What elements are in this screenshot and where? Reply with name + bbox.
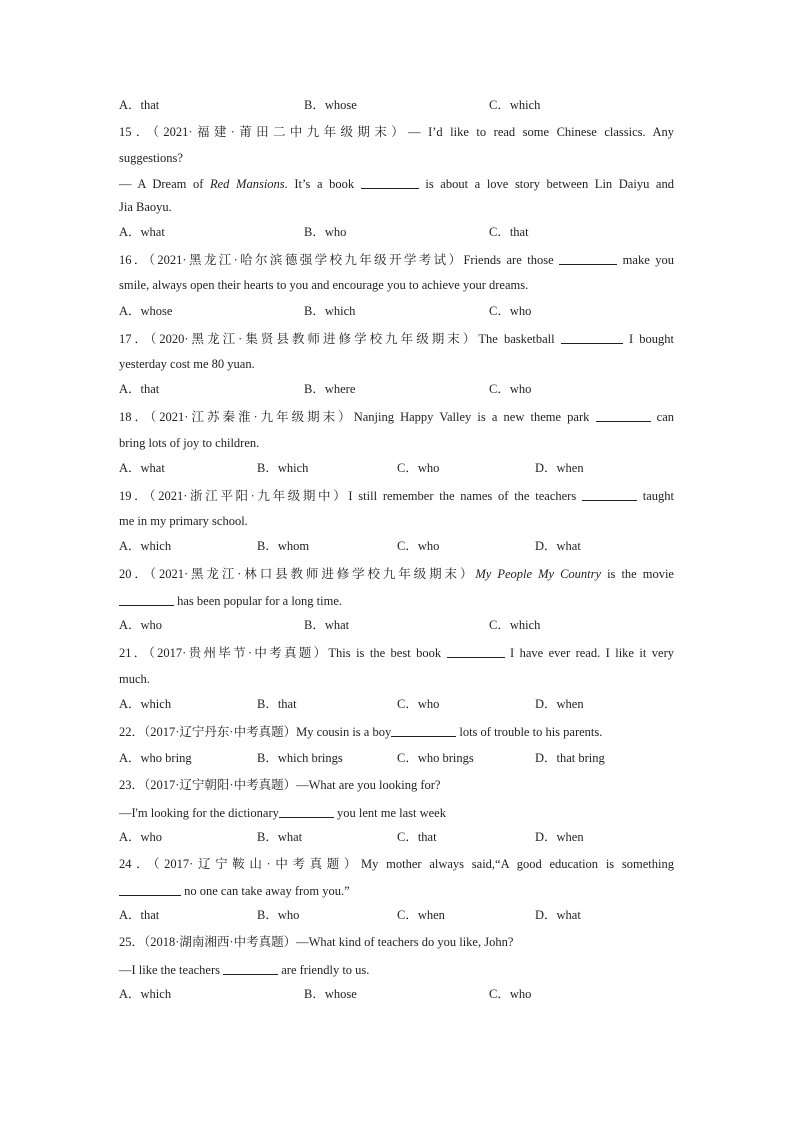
option: C．who: [489, 304, 532, 318]
option: B．who: [304, 225, 347, 239]
option: A．which: [119, 539, 172, 553]
question-22-stem: 22．（2017·辽宁丹东·中考真题）My cousin is a boy lots of trouble to his parents.: [119, 725, 603, 739]
option: B．which: [257, 461, 309, 475]
answer-blank: [391, 725, 456, 737]
option: A．which: [119, 697, 172, 711]
answer-blank: [279, 806, 334, 818]
question-24-stem-cont: no one can take away from you.”: [119, 884, 350, 898]
question-17-stem-cont: yesterday cost me 80 yuan.: [119, 357, 255, 371]
question-24-stem: 24．（2017·辽宁鞍山·中考真题）My mother always said,“A good education is something: [119, 857, 674, 871]
option: A．what: [119, 225, 165, 239]
question-20-stem-cont: has been popular for a long time.: [119, 594, 342, 608]
option: B．which: [304, 304, 356, 318]
option: C．who: [489, 987, 532, 1001]
option: C．when: [397, 908, 445, 922]
option: A．what: [119, 461, 165, 475]
answer-blank: [582, 489, 637, 501]
option: B．which brings: [257, 751, 343, 765]
answer-blank: [361, 177, 419, 189]
question-16-stem-cont: smile, always open their hearts to you and encourage you to achieve your dreams.: [119, 278, 529, 292]
option: C．who brings: [397, 751, 474, 765]
option: C．which: [489, 618, 541, 632]
option: A．who: [119, 618, 163, 632]
option: D．when: [535, 461, 584, 475]
question-25-stem: 25．（2018·湖南湘西·中考真题）—What kind of teachers do you like, John?: [119, 935, 514, 949]
option: A．whose: [119, 304, 173, 318]
answer-blank: [561, 332, 623, 344]
answer-blank: [119, 884, 181, 896]
answer-blank: [447, 646, 505, 658]
question-15-stem-cont: suggestions?: [119, 151, 183, 165]
question-15-stem: 15．（2021·福建·莆田二中九年级期末）— I’d like to read some Chinese classics. Any: [119, 125, 675, 139]
question-23-stem-cont: —I'm looking for the dictionary you lent me last week: [119, 806, 446, 820]
question-15-answer-cont: Jia Baoyu.: [119, 200, 172, 214]
answer-blank: [596, 410, 651, 422]
option: D．when: [535, 830, 584, 844]
option: D．what: [535, 539, 581, 553]
option: C．that: [489, 225, 529, 239]
question-21-stem: 21．（2017·贵州毕节·中考真题）This is the best book I have ever read. I like it very: [119, 646, 675, 660]
option: A．that: [119, 382, 160, 396]
question-21-stem-cont: much.: [119, 672, 150, 686]
option: B．whose: [304, 987, 357, 1001]
option: B．whose: [304, 98, 357, 112]
option: D．that bring: [535, 751, 605, 765]
option: C．who: [397, 539, 440, 553]
option: C．who: [397, 697, 440, 711]
answer-blank: [559, 253, 617, 265]
question-18-stem: 18．（2021·江苏秦淮·九年级期末）Nanjing Happy Valley is a new theme park can: [119, 410, 674, 424]
question-19-stem-cont: me in my primary school.: [119, 514, 248, 528]
question-16-stem: 16．（2021·黑龙江·哈尔滨德强学校九年级开学考试）Friends are those make you: [119, 253, 674, 267]
option: A．who bring: [119, 751, 192, 765]
option: A．that: [119, 98, 160, 112]
answer-blank: [223, 963, 278, 975]
question-25-stem-cont: —I like the teachers are friendly to us.: [119, 963, 370, 977]
answer-blank: [119, 594, 174, 606]
option: C．that: [397, 830, 437, 844]
option: A．that: [119, 908, 160, 922]
question-20-stem: 20．（2021·黑龙江·林口县教师进修学校九年级期末）My People My Country is the movie: [119, 567, 674, 581]
option: C．which: [489, 98, 541, 112]
option: B．whom: [257, 539, 310, 553]
option: B．what: [304, 618, 350, 632]
option: D．what: [535, 908, 581, 922]
option: B．what: [257, 830, 303, 844]
option: A．who: [119, 830, 163, 844]
question-17-stem: 17．（2020·黑龙江·集贤县教师进修学校九年级期末）The basketball I bought: [119, 332, 674, 346]
question-15-answer-line: — A Dream of Red Mansions. It’s a book is about a love story between Lin Daiyu and: [119, 177, 674, 191]
option: D．when: [535, 697, 584, 711]
option: C．who: [489, 382, 532, 396]
option: B．where: [304, 382, 356, 396]
question-19-stem: 19．（2021·浙江平阳·九年级期中）I still remember the names of the teachers taught: [119, 489, 674, 503]
question-23-stem: 23．（2017·辽宁朝阳·中考真题）—What are you looking for?: [119, 778, 441, 792]
option: B．that: [257, 697, 297, 711]
question-18-stem-cont: bring lots of joy to children.: [119, 436, 260, 450]
option: A．which: [119, 987, 172, 1001]
option: C．who: [397, 461, 440, 475]
option: B．who: [257, 908, 300, 922]
